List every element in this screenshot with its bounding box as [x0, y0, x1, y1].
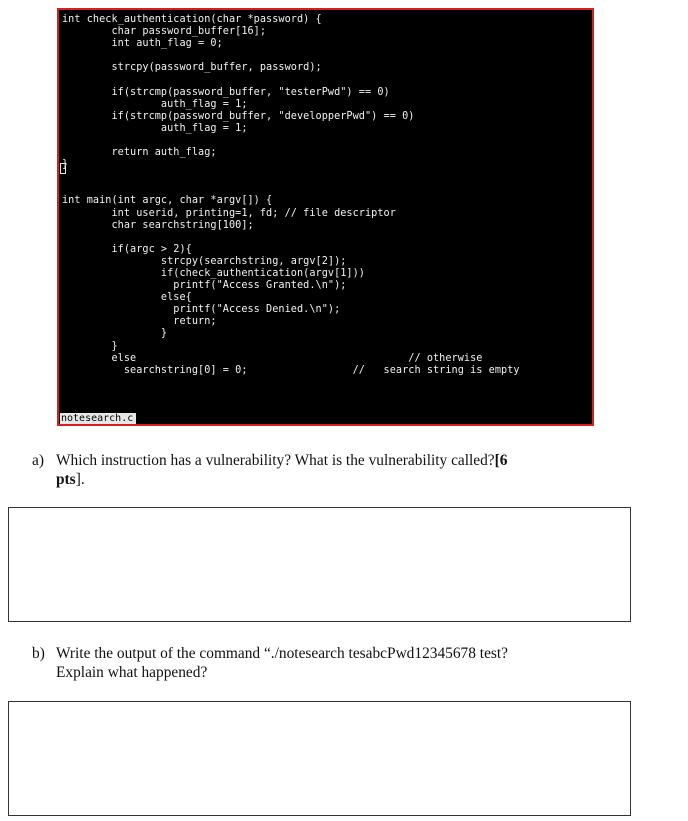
- question-a-points-suffix: ].: [75, 471, 85, 488]
- question-b-label: b): [32, 645, 45, 662]
- question-b-line1: Write the output of the command “./notesearch tesabcPwd12345678 test?: [56, 645, 508, 662]
- answer-box-a[interactable]: [8, 507, 631, 622]
- code-line: else // otherwise: [62, 352, 483, 364]
- question-a-points-prefix: [6: [494, 452, 508, 469]
- code-line: char searchstring[100];: [62, 219, 254, 231]
- code-line: char password_buffer[16];: [62, 26, 267, 38]
- code-line: else{: [62, 292, 192, 304]
- code-line: return auth_flag;: [62, 147, 217, 159]
- code-line: if(argc > 2){: [62, 243, 192, 255]
- filename-label: notesearch.c: [60, 413, 136, 425]
- code-line: strcpy(searchstring, argv[2]);: [62, 255, 347, 267]
- question-a: [32, 451, 632, 489]
- source-code: [62, 14, 520, 377]
- code-line: strcpy(password_buffer, password);: [62, 62, 322, 74]
- code-line: if(check_authentication(argv[1])): [62, 267, 365, 279]
- code-line: auth_flag = 1;: [62, 98, 248, 110]
- code-line: printf("Access Denied.\n");: [62, 304, 341, 316]
- question-b: [32, 644, 632, 682]
- code-screenshot: [57, 8, 594, 426]
- question-b-line2: Explain what happened?: [56, 664, 208, 681]
- question-a-text: [56, 451, 632, 489]
- question-a-label: a): [32, 452, 44, 469]
- code-line: }: [62, 340, 118, 352]
- code-line: return;: [62, 316, 217, 328]
- code-line: int auth_flag = 0;: [62, 38, 223, 50]
- code-line: printf("Access Granted.\n");: [62, 280, 347, 292]
- code-line: }: [62, 328, 168, 340]
- code-line: int main(int argc, char *argv[]) {: [62, 195, 273, 207]
- answer-box-b[interactable]: [8, 701, 631, 816]
- cursor-block: [60, 163, 66, 174]
- code-line: if(strcmp(password_buffer, "developperPwd") == 0): [62, 110, 415, 122]
- code-line: int userid, printing=1, fd; // file descriptor: [62, 207, 396, 219]
- code-line: int check_authentication(char *password) {: [62, 14, 322, 25]
- code-line: }: [62, 159, 69, 171]
- code-line: searchstring[0] = 0; // search string is empty: [62, 364, 520, 376]
- code-line: if(strcmp(password_buffer, "testerPwd") == 0): [62, 86, 390, 98]
- question-a-prompt: Which instruction has a vulnerability? What is the vulnerability called?: [56, 452, 495, 469]
- code-line: auth_flag = 1;: [62, 122, 248, 134]
- question-a-points: pts: [56, 471, 76, 488]
- question-b-text: [56, 644, 632, 682]
